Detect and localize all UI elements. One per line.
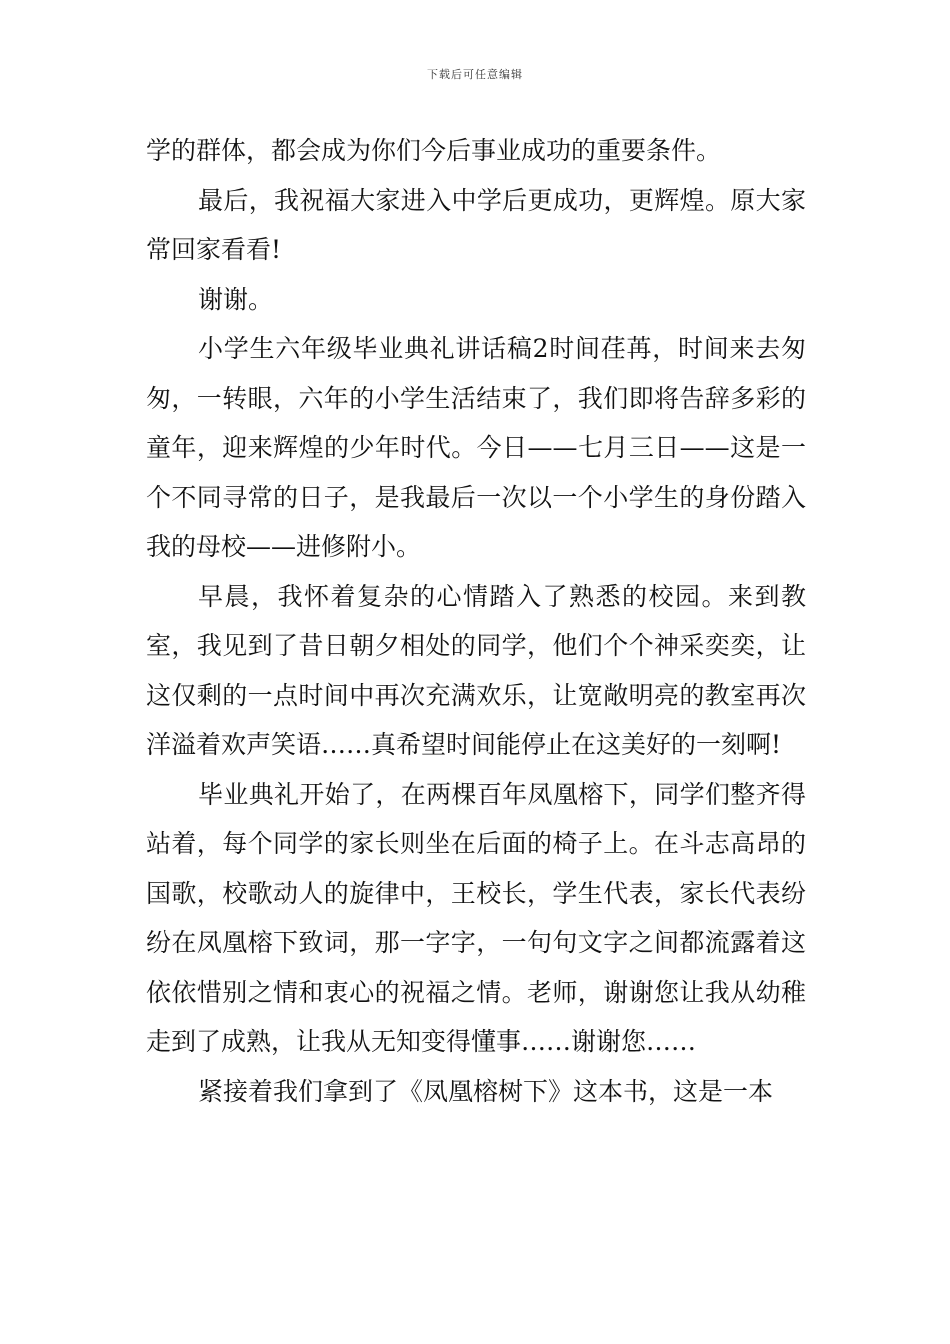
paragraph-2: 最后，我祝福大家进入中学后更成功，更辉煌。原大家常回家看看! xyxy=(146,185,806,264)
document-body xyxy=(146,126,806,1116)
paragraph-4: 小学生六年级毕业典礼讲话稿2时间荏苒，时间来去匆匆，一转眼，六年的小学生活结束了，我们即将告辞多彩的童年，迎来辉煌的少年时代。今日——七月三日——这是一个不同寻常的日子，是我最后一次以一个小学生的身份踏入我的母校——进修附小。 xyxy=(146,334,806,561)
paragraph-6: 毕业典礼开始了，在两棵百年凤凰榕下，同学们整齐得站着，每个同学的家长则坐在后面的椅子上。在斗志高昂的国歌，校歌动人的旋律中，王校长，学生代表，家长代表纷纷在凤凰榕下致词，那一字字，一句句文字之间都流露着这依依惜别之情和衷心的祝福之情。老师，谢谢您让我从幼稚走到了成熟，让我从无知变得懂事……谢谢您…… xyxy=(146,779,806,1056)
paragraph-1: 学的群体，都会成为你们今后事业成功的重要条件。 xyxy=(146,136,722,165)
page-header: 下载后可任意编辑 xyxy=(427,68,523,81)
paragraph-7: 紧接着我们拿到了《凤凰榕树下》这本书，这是一本 xyxy=(198,1076,774,1106)
paragraph-5: 早晨，我怀着复杂的心情踏入了熟悉的校园。来到教室，我见到了昔日朝夕相处的同学，他们个个神采奕奕，让这仅剩的一点时间中再次充满欢乐，让宽敞明亮的教室再次洋溢着欢声笑语……真希望时间能停止在这美好的一刻啊! xyxy=(146,581,806,759)
paragraph-3: 谢谢。 xyxy=(198,284,274,314)
